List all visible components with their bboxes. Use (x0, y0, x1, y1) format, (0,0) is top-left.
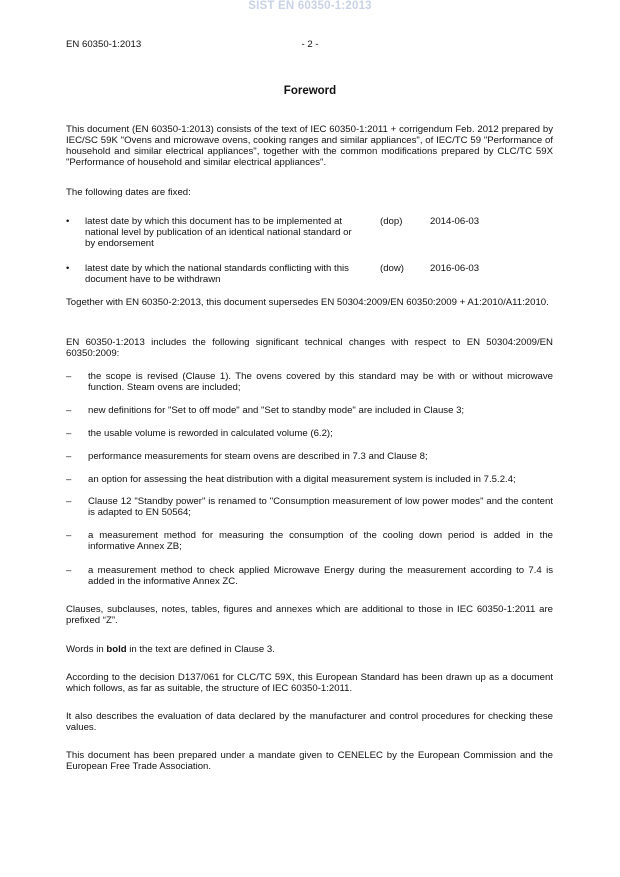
change-item-text: the usable volume is reworded in calculated volume (6.2); (88, 428, 333, 439)
change-item-text: new definitions for "Set to off mode" and "Set to standby mode" are included in Clause 3; (88, 405, 465, 416)
intro-paragraph: This document (EN 60350-1:2013) consists of the text of IEC 60350-1:2011 + corrigendum Feb. 2012 prepared by IEC/SC 59K "Ovens and microwave ovens, cooking ranges and similar appliances", of IEC/TC 59 "Performance of household and similar electrical appliances", together with the common modifications prepared by CLC/TC 59X "Performance of household and similar electrical appliances". (66, 124, 553, 168)
date-item-date: 2016-06-03 (430, 263, 480, 274)
change-item-text: a measurement method for measuring the consumption of the cooling down period is added in the informative Annex ZB; (88, 530, 553, 552)
dash-marker: – (66, 565, 72, 576)
clauses-z-paragraph: Clauses, subclauses, notes, tables, figures and annexes which are additional to those in IEC 60350-1:2011 are prefixed “Z”. (66, 604, 553, 626)
date-item-text: latest date by which this document has to be implemented at national level by publication of an identical national standard or by endorsement (85, 216, 352, 249)
header-page-number: - 2 - (301, 39, 319, 50)
change-item-text: the scope is revised (Clause 1). The ovens covered by this standard may be with or without microwave function. Steam ovens are included; (88, 371, 553, 393)
bullet-dot: • (66, 263, 70, 274)
date-item-text: latest date by which the national standards conflicting with this document have to be withdrawn (85, 263, 349, 285)
change-item-text: performance measurements for steam ovens are described in 7.3 and Clause 8; (88, 451, 428, 462)
dash-marker: – (66, 530, 72, 541)
bold-note-bold: bold (106, 644, 127, 655)
dash-marker: – (66, 371, 72, 382)
supersedes-paragraph: Together with EN 60350-2:2013, this document supersedes EN 50304:2009/EN 60350:2009 + A1:2010/A11:2010. (66, 297, 549, 308)
bullet-dot: • (66, 216, 70, 227)
change-item-text: Clause 12 "Standby power" is renamed to "Consumption measurement of low power modes" and the content is adapted to EN 50564; (88, 496, 553, 518)
dash-marker: – (66, 451, 72, 462)
date-item-date: 2014-06-03 (430, 216, 480, 227)
header-doc-id: EN 60350-1:2013 (66, 39, 142, 50)
change-item-text: a measurement method to check applied Microwave Energy during the measurement according to 7.4 is added in the informative Annex ZC. (88, 565, 553, 587)
dates-intro: The following dates are fixed: (66, 187, 191, 198)
evaluation-paragraph: It also describes the evaluation of data declared by the manufacturer and control procedures for checking these values. (66, 711, 553, 733)
bold-note-before: Words in (66, 644, 107, 655)
dash-marker: – (66, 496, 72, 507)
bold-note-paragraph (66, 644, 553, 655)
mandate-paragraph: This document has been prepared under a mandate given to CENELEC by the European Commission and the European Free Trade Association. (66, 750, 553, 772)
dash-marker: – (66, 474, 72, 485)
watermark: SIST EN 60350-1:2013 (248, 0, 372, 12)
dash-marker: – (66, 428, 72, 439)
decision-paragraph: According to the decision D137/061 for CLC/TC 59X, this European Standard has been drawn up as a document which follows, as far as suitable, the structure of IEC 60350-1:2011. (66, 672, 553, 694)
dash-marker: – (66, 405, 72, 416)
changes-intro: EN 60350-1:2013 includes the following significant technical changes with respect to EN 50304:2009/EN 60350:2009: (66, 337, 553, 359)
bold-note-after: in the text are defined in Clause 3. (126, 644, 275, 655)
change-item-text: an option for assessing the heat distribution with a digital measurement system is included in 7.5.2.4; (88, 474, 516, 485)
page-title: Foreword (283, 85, 337, 97)
date-item-code: (dop) (380, 216, 403, 227)
date-item-code: (dow) (380, 263, 404, 274)
